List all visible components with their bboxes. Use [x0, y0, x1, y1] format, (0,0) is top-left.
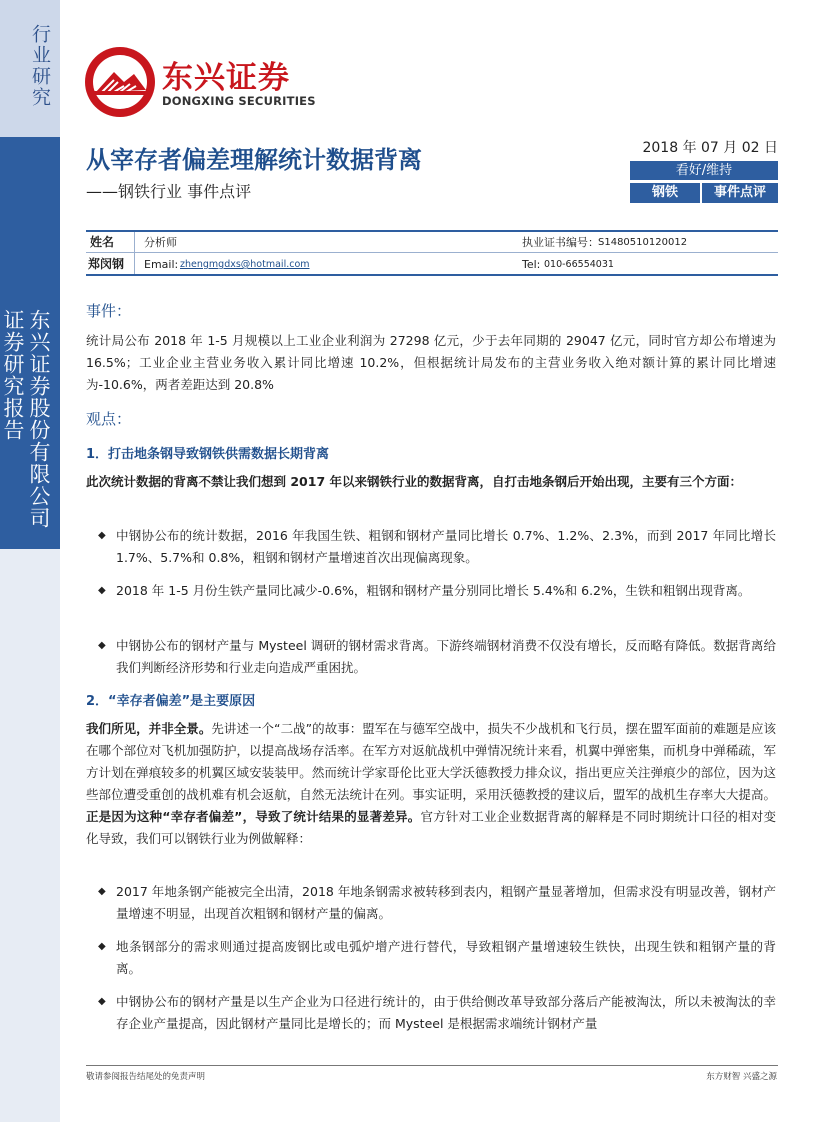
bullet-icon: ◆ — [98, 530, 106, 541]
logo-english-name: DONGXING SECURITIES — [162, 94, 316, 108]
list-item — [98, 936, 776, 980]
bullet-icon: ◆ — [98, 886, 106, 897]
section2-lead: 我们所见，并非全景。 — [86, 721, 212, 736]
list-item — [98, 525, 776, 569]
list-item-text: 中钢协公布的钢材产量与 Mysteel 调研的钢材需求背离。下游终端钢材消费不仅没有增长，反而略有降低。数据背离给我们判断经济形势和行业走向造成严重困扰。 — [116, 638, 776, 675]
name-label: 姓名 — [90, 235, 115, 249]
list-item — [98, 635, 776, 679]
views-heading: 观点： — [86, 410, 132, 428]
analyst-info-table — [86, 230, 778, 276]
list-item — [98, 881, 776, 925]
analyst-row-2 — [86, 254, 778, 275]
section2-title: 2．“幸存者偏差”是主要原因 — [86, 694, 256, 709]
list-item-text: 中钢协公布的钢材产量是以生产企业为口径进行统计的，由于供给侧改革导致部分落后产能被淘汰，所以未被淘汰的幸存企业产量提高，因此钢材产量同比是增长的；而 Mysteel 是根据需求端统计钢材产量 — [116, 994, 776, 1031]
section2-explanation: 官方针对工业企业数据背离的解释是不同时期统计口径的相对变化导致，我们可以钢铁行业为例做解释： — [86, 809, 776, 846]
company-logo-icon — [84, 46, 156, 118]
logo-chinese-name: 东兴证券 — [162, 60, 290, 96]
industry-tag: 钢铁 — [630, 183, 700, 203]
analyst-row-1 — [86, 232, 778, 253]
section2-story: 先讲述一个“二战”的故事：盟军在与德军空战中，损失不少战机和飞行员，摆在盟军面前的难题是应该在哪个部位对飞机加强防护，以提高战场存活率。在军方对返航战机中弹情况统计来看，机翼中弹密集，而机身中弹稀疏，军方计划在弹痕较多的机翼区域安装装甲。然而统计学家哥伦比亚大学沃德教授力排众议，指出更应关注弹痕少的部位，因为这些部位遭受重创的战机难有机会返航，自然无法统计在列。事实证明，采用沃德教授的建议后，盟军的战机生存率大大提高。 — [86, 721, 776, 802]
sidebar-report-type: 东兴证券股份有限公司证券研究报告 — [1, 309, 51, 529]
list-item — [98, 580, 776, 602]
page-subtitle: ——钢铁行业 事件点评 — [86, 182, 252, 201]
bullet-icon: ◆ — [98, 585, 106, 596]
footer-divider — [86, 1065, 778, 1066]
footer-disclaimer: 敬请参阅报告结尾处的免责声明 — [86, 1072, 206, 1082]
rating-badge: 看好/维持 — [630, 161, 778, 180]
report-type-tag: 事件点评 — [702, 183, 778, 203]
sidebar-top-band — [0, 0, 60, 137]
email-label: Email: — [144, 258, 179, 271]
sidebar-bottom-band — [0, 549, 60, 1122]
sidebar-category: 行业研究 — [29, 24, 51, 108]
section2-conclusion: 正是因为这种“幸存者偏差”，导致了统计结果的显著差异。 — [86, 809, 421, 824]
page-title: 从宰存者偏差理解统计数据背离 — [86, 146, 422, 174]
analyst-role: 分析师 — [144, 236, 177, 249]
event-heading: 事件： — [86, 302, 132, 320]
list-item — [98, 991, 776, 1035]
section1-lead: 此次统计数据的背离不禁让我们想到 2017 年以来钢铁行业的数据背离，自打击地条钢后开始出现，主要有三个方面： — [86, 474, 742, 489]
list-item-text: 地条钢部分的需求则通过提高废钢比或电弧炉增产进行替代，导致粗钢产量增速较生铁快，出现生铁和粗钢产量的背离。 — [116, 939, 776, 976]
list-item-text: 2018 年 1-5 月份生铁产量同比减少-0.6%，粗钢和钢材产量分别同比增长 5.4%和 6.2%，生铁和粗钢出现背离。 — [116, 583, 751, 598]
event-text: 统计局公布 2018 年 1-5 月规模以上工业企业利润为 27298 亿元，少于去年同期的 29047 亿元，同时官方却公布增速为 16.5%；工业企业主营业务收入累计同比增速 10.2%，但根据统计局发布的主营业务收入绝对额计算的累计同比增速为-10.6%，两者差距达到 20.8% — [86, 333, 776, 392]
list-item-text: 中钢协公布的统计数据，2016 年我国生铁、粗钢和钢材产量同比增长 0.7%、1.2%、2.3%，而到 2017 年同比增长 1.7%、5.7%和 0.8%，粗钢和钢材产量增速首次出现偏离现象。 — [116, 528, 776, 565]
report-meta-box — [604, 137, 778, 206]
section1-title: 1．打击地条钢导致钢铁供需数据长期背离 — [86, 447, 330, 462]
tel-label: Tel: — [522, 258, 541, 271]
bullet-icon: ◆ — [98, 941, 106, 952]
email-link[interactable]: zhengmgdxs@hotmail.com — [180, 259, 310, 270]
list-item-text: 2017 年地条钢产能被完全出清，2018 年地条钢需求被转移到表内，粗钢产量显著增加，但需求没有明显改善，钢材产量增速不明显，出现首次粗钢和钢材产量的偏离。 — [116, 884, 776, 921]
cert-number: S1480510120012 — [598, 237, 688, 248]
footer-slogan: 东方财智 兴盛之源 — [706, 1072, 777, 1082]
tel-number: 010-66554031 — [544, 259, 614, 270]
analyst-name: 郑闵钢 — [88, 257, 125, 271]
report-date: 2018 年 07 月 02 日 — [642, 140, 778, 156]
sidebar-main-band — [0, 137, 60, 549]
section2-paragraph — [86, 718, 776, 850]
cert-label: 执业证书编号： — [522, 236, 599, 249]
bullet-icon: ◆ — [98, 996, 106, 1007]
bullet-icon: ◆ — [98, 640, 106, 651]
